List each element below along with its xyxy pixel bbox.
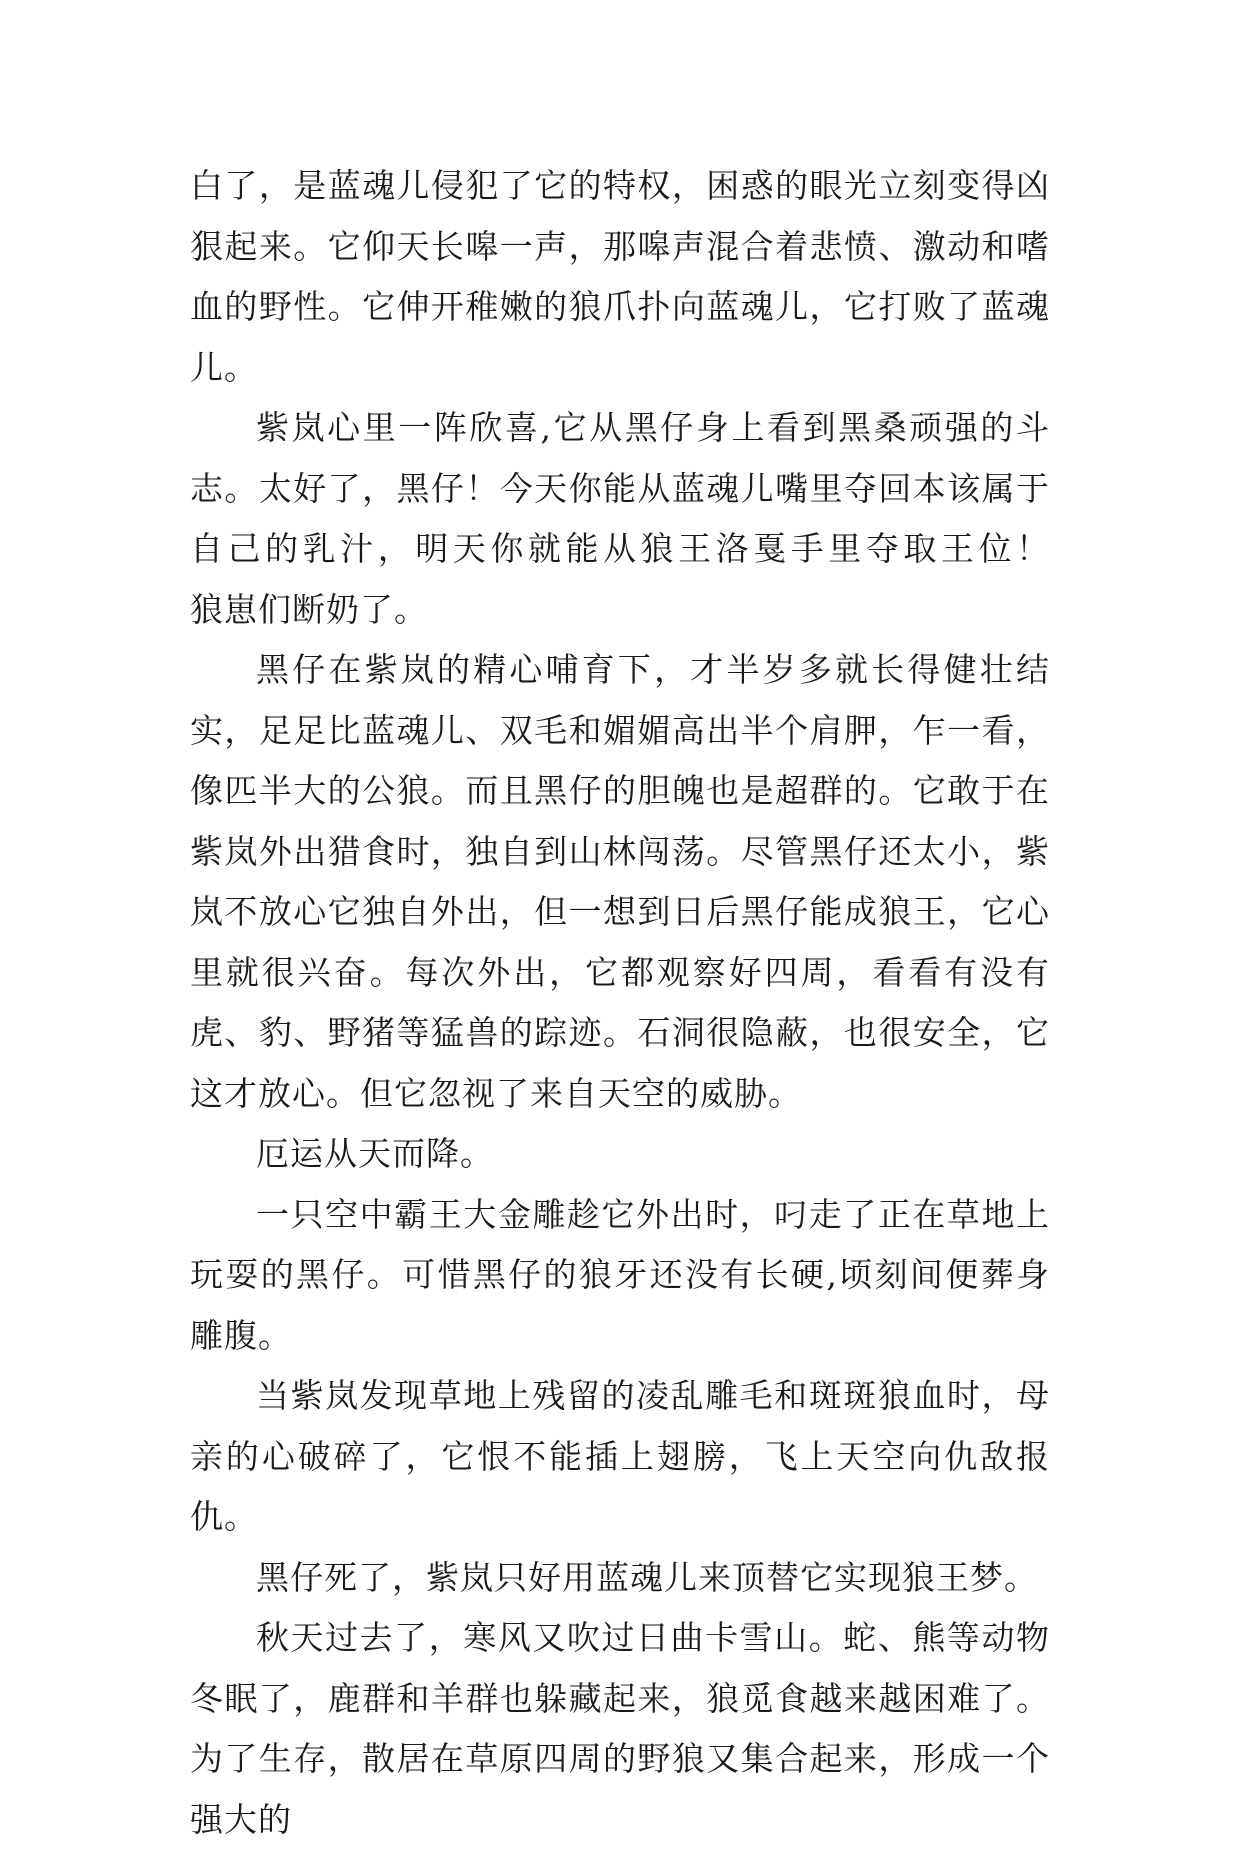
paragraph-5: 一只空中霸王大金雕趁它外出时，叼走了正在草地上玩耍的黑仔。可惜黑仔的狼牙还没有长硬,顷刻间便葬身雕腹。: [190, 1194, 1050, 1355]
paragraph-6: 当紫岚发现草地上残留的凌乱雕毛和斑斑狼血时，母亲的心破碎了，它恨不能插上翅膀，飞上天空向仇敌报仇。: [190, 1376, 1050, 1536]
paragraph-1: 白了，是蓝魂儿侵犯了它的特权，困惑的眼光立刻变得凶狠起来。它仰天长嗥一声，那嗥声混合着悲愤、激动和嗜血的野性。它伸开稚嫩的狼爪扑向蓝魂儿，它打败了蓝魂儿。: [190, 166, 1050, 387]
paragraph-2: 紫岚心里一阵欣喜,它从黑仔身上看到黑桑顽强的斗志。太好了，黑仔！今天你能从蓝魂儿嘴里夺回本该属于自己的乳汁，明天你就能从狼王洛戛手里夺取王位！ 狼崽们断奶了。: [190, 408, 1118, 629]
paragraph-3: 黑仔在紫岚的精心哺育下，才半岁多就长得健壮结实，足足比蓝魂儿、双毛和媚媚高出半个肩胛，乍一看，像匹半大的公狼。而且黑仔的胆魄也是超群的。它敢于在紫岚外出猎食时，独自到山林闯荡。尽管黑仔还太小，紫岚不放心它独自外出，但一想到日后黑仔能成狼王，它心里就很兴奋。每次外出，它都观察好四周，看看有没有虎、豹、野猪等猛兽的踪迹。石洞很隐蔽，也很安全，它这才放心。但它忽视了来自天空的威胁。: [190, 650, 1050, 1113]
document-body: [190, 156, 1118, 1850]
paragraph-7: 黑仔死了，紫岚只好用蓝魂儿来顶替它实现狼王梦。: [256, 1557, 1038, 1597]
paragraph-8: 秋天过去了，寒风又吹过日曲卡雪山。蛇、熊等动物冬眠了，鹿群和羊群也躲藏起来，狼觅食越来越困难了。为了生存，散居在草原四周的野狼又集合起来，形成一个强大的: [190, 1618, 1050, 1839]
paragraph-4: 厄运从天而降。: [256, 1134, 494, 1173]
